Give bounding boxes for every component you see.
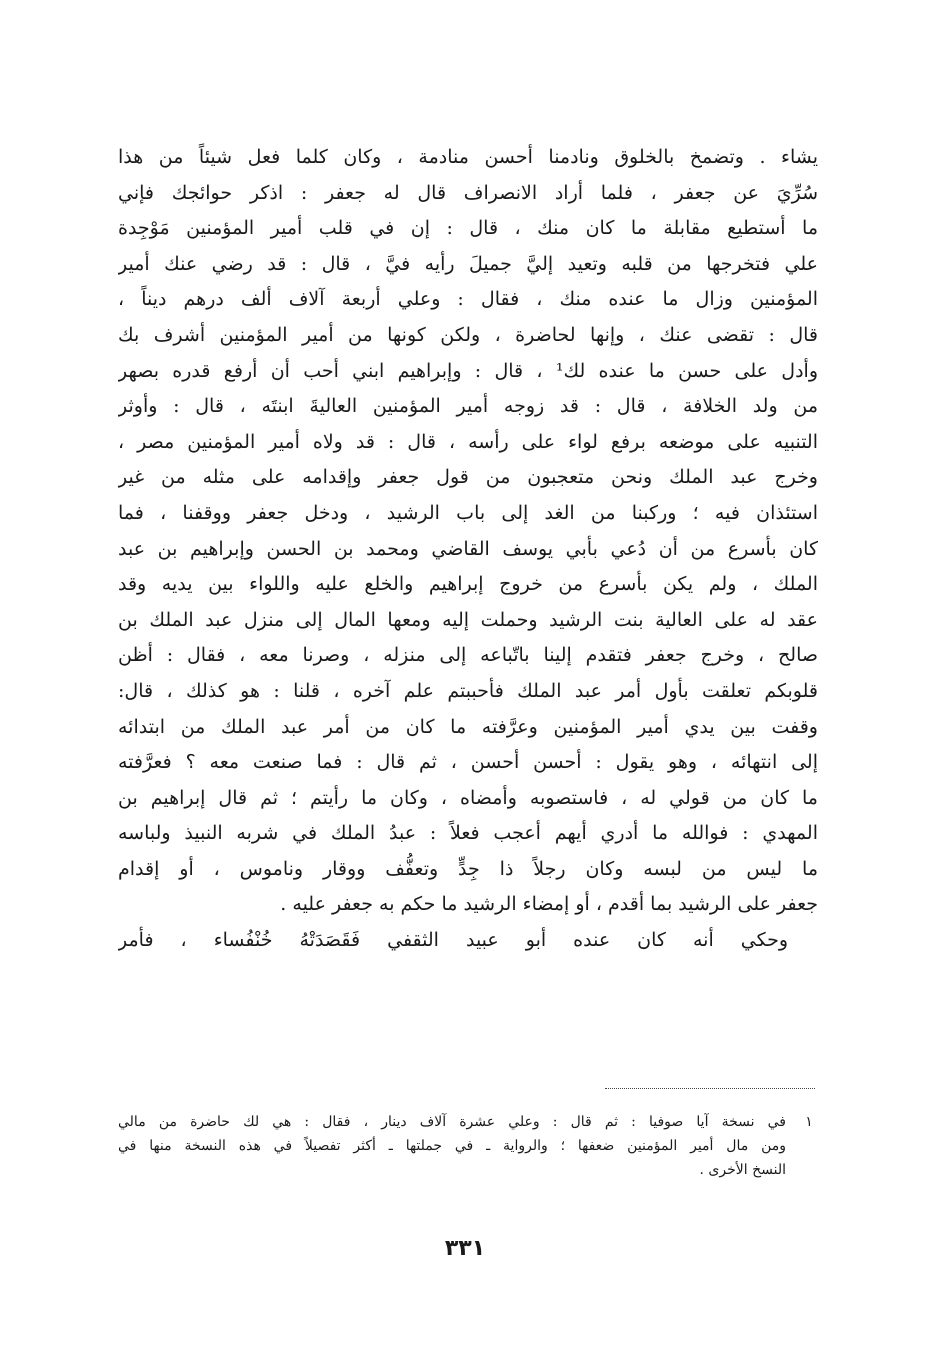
footnote-number: ١ bbox=[805, 1114, 813, 1130]
text-line: ما أستطيع مقابلة ما كان منك ، قال : إن في قلب أمير المؤمنين مَوْجِدة bbox=[118, 217, 818, 240]
text-line: الملك ، ولم يكن بأسرع من خروج إبراهيم والخلع عليه واللواء بين يديه وقد bbox=[118, 573, 818, 596]
text-line: إلى انتهائه ، وهو يقول : أحسن أحسن ، ثم قال : فما صنعت معه ؟ فعرَّفته bbox=[118, 751, 818, 774]
text-line: سُرِّيَ عن جعفر ، فلما أراد الانصراف قال له جعفر : اذكر حوائجك فإني bbox=[118, 181, 818, 204]
footnote-body bbox=[118, 1110, 786, 1182]
text-line: يشاء . وتضمخ بالخلوق ونادمنا أحسن منادمة ، وكان كلما فعل شيئاً من هذا bbox=[118, 146, 818, 168]
text-line: التنبيه على موضعه برفع لواء على رأسه ، قال : قد ولاه أمير المؤمنين مصر ، bbox=[118, 430, 818, 453]
footnote-line: في نسخة آيا صوفيا : ثم قال : وعلي عشرة آلاف دينار ، فقال : هي لك حاضرة من مالي bbox=[118, 1114, 786, 1130]
text-line: كان بأسرع من أن دُعي بأبي يوسف القاضي ومحمد بن الحسن وإبراهيم بن عبد bbox=[118, 537, 818, 560]
text-line: ما ليس من لبسه وكان رجلاً ذا جِدٍّ وتعفُّف ووقار وناموس ، أو إقدام bbox=[118, 857, 818, 880]
body-text bbox=[118, 140, 818, 959]
text-line: وخرج عبد الملك ونحن متعجبون من قول جعفر وإقدامه على مثله من غير bbox=[118, 466, 818, 489]
text-line-paragraph-end: جعفر على الرشيد بما أقدم ، أو إمضاء الرشيد ما حكم به جعفر عليه . bbox=[280, 893, 818, 916]
text-line: من ولد الخلافة ، قال : قد زوجه أمير المؤمنين العاليةَ ابنتَه ، قال : وأوثر bbox=[118, 395, 818, 418]
text-line: المؤمنين وزال ما عنده منك ، فقال : وعلي أربعة آلاف ألف درهم ديناً ، bbox=[118, 288, 818, 311]
text-line: قال : تقضى عنك ، وإنها لحاضرة ، ولكن كونها من أمير المؤمنين أشرف بك bbox=[118, 323, 818, 346]
text-line: قلوبكم تعلقت بأول أمر عبد الملك فأحببتم علم آخره ، قلنا : هو كذلك ، قال: bbox=[118, 679, 818, 702]
text-line: المهدي : فوالله ما أدري أيهم أعجب فعلاً : عبدُ الملك في شربه النبيذ ولباسه bbox=[118, 822, 818, 845]
footnote bbox=[118, 1110, 818, 1182]
text-line: صالح ، وخرج جعفر فتقدم إلينا باتّباعه إلى منزله ، وصرنا معه ، فقال : أظن bbox=[118, 644, 818, 667]
text-line: علي فتخرجها من قلبه وتعيد إليَّ جميلَ رأيه فيَّ ، قال : قد رضي عنك أمير bbox=[118, 252, 818, 275]
text-line: وأدل على حسن ما عنده لك¹ ، قال : وإبراهيم ابني أحب أن أرفع قدره بصهر bbox=[118, 359, 818, 382]
text-line: وقفت بين يدي أمير المؤمنين وعرَّفته ما كان من أمر عبد الملك من ابتدائه bbox=[118, 715, 818, 738]
footnote-separator bbox=[605, 1088, 815, 1089]
text-line: عقد له على العالية بنت الرشيد وحملت إليه ومعها المال إلى منزل عبد الملك بن bbox=[118, 608, 818, 631]
footnote-line: النسخ الأخرى . bbox=[699, 1162, 786, 1178]
text-line-paragraph-start: وحكي أنه كان عنده أبو عبيد الثقفي فَقَصَدَتْهُ خُنْفُساء ، فأمر bbox=[118, 929, 788, 952]
footnote-line: ومن مال أمير المؤمنين ضعفها ؛ والرواية ـ في جملتها ـ أكثر تفصيلاً في هذه النسخة منها في bbox=[118, 1138, 786, 1154]
text-line: استئذان فيه ؛ وركبنا من الغد إلى باب الرشيد ، ودخل جعفر ووقفنا ، فما bbox=[118, 501, 818, 524]
page-number: ٣٣١ bbox=[444, 1236, 486, 1261]
text-line: ما كان من قولي له ، فاستصوبه وأمضاه ، وكان ما رأيتم ؛ ثم قال إبراهيم بن bbox=[118, 786, 818, 809]
